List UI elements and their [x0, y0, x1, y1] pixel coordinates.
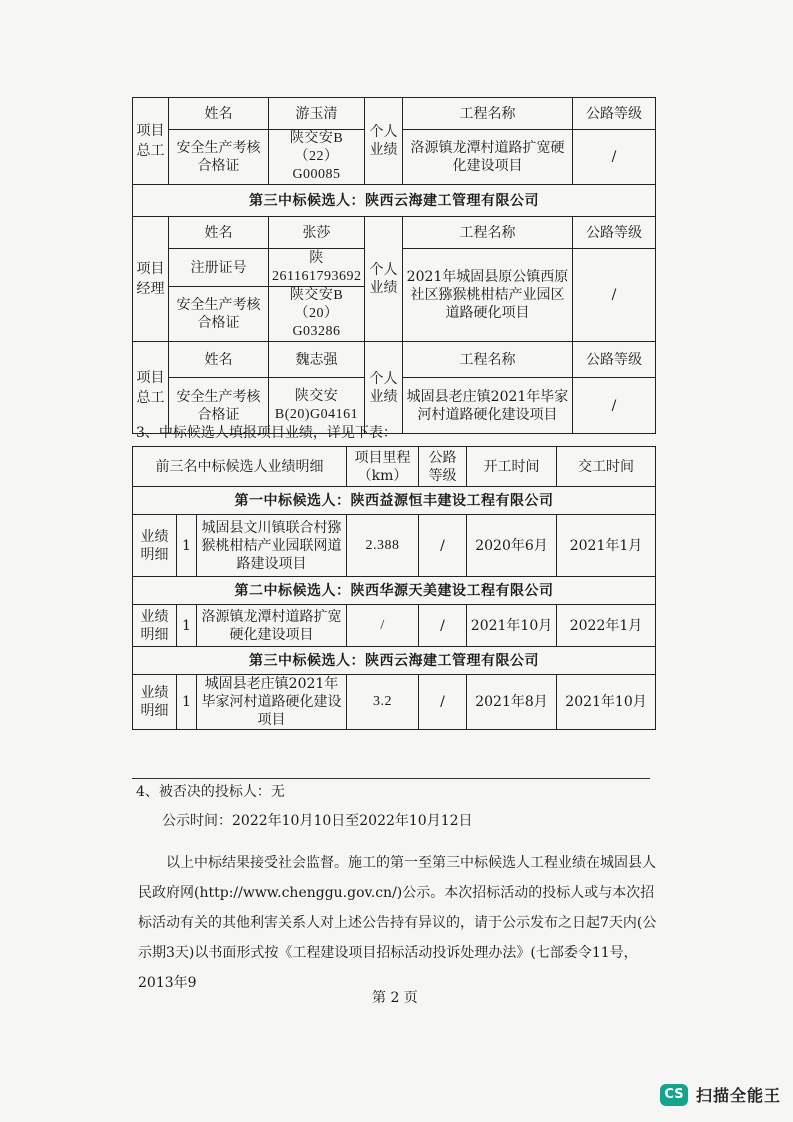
row-mileage: 2.388: [347, 515, 419, 577]
cert-label: 安全生产考核合格证: [169, 378, 269, 434]
section-4-title: 4、被否决的投标人：无: [136, 784, 285, 800]
end-header: 交工时间: [557, 447, 656, 487]
scanner-watermark: [660, 1083, 781, 1106]
cert-label: 安全生产考核合格证: [169, 287, 269, 342]
project-name: 城固县老庄镇2021年毕家河村道路硬化建设项目: [403, 378, 573, 434]
row-start: 2021年8月: [467, 675, 557, 730]
perf-label: 个人业绩: [365, 217, 403, 342]
mileage-header: 项目里程（km）: [347, 447, 419, 487]
cert-number: 陕交安B(20)G04161: [269, 378, 365, 434]
detail-header: 前三名中标候选人业绩明细: [133, 447, 347, 487]
cert-number: 陕交安B（20）G03286: [269, 287, 365, 342]
candidate-header: 第二中标候选人：陕西华源天美建设工程有限公司: [133, 577, 656, 605]
grade-header: 公路等级: [573, 342, 656, 378]
project-name-header: 工程名称: [403, 342, 573, 378]
role-cell: 项目总工: [133, 342, 169, 434]
grade-value: /: [573, 249, 656, 342]
row-label: 业绩明细: [133, 605, 177, 647]
table-row: [133, 515, 656, 577]
row-grade: /: [419, 515, 467, 577]
candidate-header: 第三中标候选人：陕西云海建工管理有限公司: [133, 647, 656, 675]
person-name: 魏志强: [269, 342, 365, 378]
publicity-time: 公示时间：2022年10月10日至2022年10月12日: [162, 813, 473, 829]
candidate-header: 第一中标候选人：陕西益源恒丰建设工程有限公司: [133, 487, 656, 515]
role-cell: 项目总工: [133, 98, 169, 185]
reg-number: 陕261161793692: [269, 249, 365, 287]
grade-value: /: [573, 130, 656, 185]
name-label: 姓名: [169, 342, 269, 378]
grade-value: /: [573, 378, 656, 434]
start-header: 开工时间: [467, 447, 557, 487]
row-index: 1: [177, 675, 197, 730]
person-name: 张莎: [269, 217, 365, 249]
row-mileage: 3.2: [347, 675, 419, 730]
row-start: 2020年6月: [467, 515, 557, 577]
row-start: 2021年10月: [467, 605, 557, 647]
row-end: 2021年10月: [557, 675, 656, 730]
row-label: 业绩明细: [133, 675, 177, 730]
project-name: 2021年城固县原公镇西原社区猕猴桃柑桔产业园区道路硬化项目: [403, 249, 573, 342]
performance-table: [132, 446, 656, 730]
table-row: [133, 605, 656, 647]
perf-label: 个人业绩: [365, 98, 403, 185]
row-index: 1: [177, 515, 197, 577]
project-name-header: 工程名称: [403, 98, 573, 130]
section-3-title: 3、中标候选人填报项目业绩，详见下表：: [136, 425, 397, 441]
name-label: 姓名: [169, 217, 269, 249]
row-label: 业绩明细: [133, 515, 177, 577]
cs-logo-icon: CS: [660, 1084, 688, 1106]
row-end: 2022年1月: [557, 605, 656, 647]
page-number: 第 2 页: [372, 990, 418, 1006]
project-name: 洛源镇龙潭村道路扩宽硬化建设项目: [403, 130, 573, 185]
name-label: 姓名: [169, 98, 269, 130]
grade-header: 公路等级: [573, 98, 656, 130]
row-grade: /: [419, 605, 467, 647]
grade-header: 公路等级: [573, 217, 656, 249]
person-name: 游玉清: [269, 98, 365, 130]
row-project: 城固县老庄镇2021年毕家河村道路硬化建设项目: [197, 675, 347, 730]
grade-header: 公路等级: [419, 447, 467, 487]
row-grade: /: [419, 675, 467, 730]
personnel-table: [132, 97, 656, 434]
cert-number: 陕交安B（22）G00085: [269, 130, 365, 185]
notice-paragraph: 以上中标结果接受社会监督。施工的第一至第三中标候选人工程业绩在城固县人民政府网(http://www.chenggu.gov.cn/)公示。本次招标活动的投标人或与本次招标活动有关的其他利害关系人对上述公告持有异议的，请于公示发布之日起7天内(公示期3天)以书面形式按《工程建设项目招标活动投诉处理办法》(七部委令11号，2013年9: [138, 855, 657, 991]
candidate-header: 第三中标候选人：陕西云海建工管理有限公司: [133, 185, 656, 217]
watermark-text: 扫描全能王: [695, 1086, 781, 1105]
divider: [132, 778, 650, 779]
row-project: 城固县文川镇联合村猕猴桃柑桔产业园联网道路建设项目: [197, 515, 347, 577]
table-row: [133, 675, 656, 730]
cert-label: 安全生产考核合格证: [169, 130, 269, 185]
project-name-header: 工程名称: [403, 217, 573, 249]
role-cell: 项目经理: [133, 217, 169, 342]
row-end: 2021年1月: [557, 515, 656, 577]
reg-label: 注册证号: [169, 249, 269, 287]
row-mileage: /: [347, 605, 419, 647]
row-project: 洛源镇龙潭村道路扩宽硬化建设项目: [197, 605, 347, 647]
row-index: 1: [177, 605, 197, 647]
perf-label: 个人业绩: [365, 342, 403, 434]
